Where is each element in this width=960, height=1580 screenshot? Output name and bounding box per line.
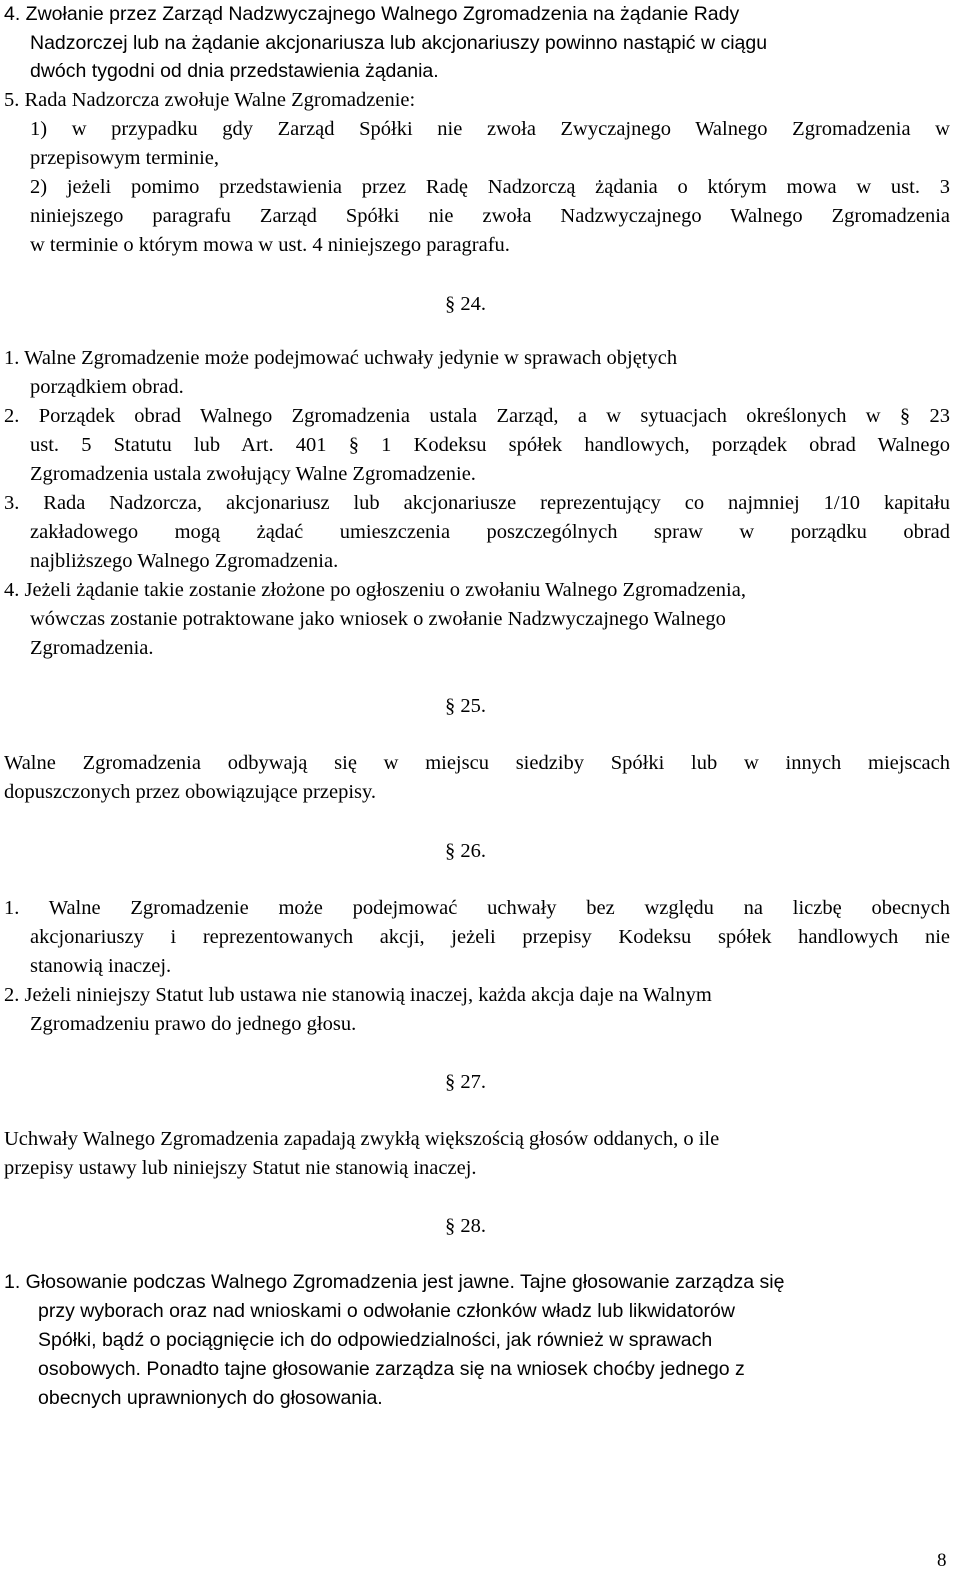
text-line: 1) w przypadku gdy Zarząd Spółki nie zwoła Zwyczajnego Walnego Zgromadzenia w — [30, 118, 950, 140]
text-line: ust. 5 Statutu lub Art. 401 § 1 Kodeksu spółek handlowych, porządek obrad Walnego — [30, 434, 950, 456]
text-line: 1. Głosowanie podczas Walnego Zgromadzenia jest jawne. Tajne głosowanie zarządza się — [4, 1271, 785, 1293]
text-line: przy wyborach oraz nad wnioskami o odwołanie członków władz lub likwidatorów — [38, 1300, 735, 1322]
text-line: 1. Walne Zgromadzenie może podejmować uchwały jedynie w sprawach objętych — [4, 347, 678, 369]
text-line: najbliższego Walnego Zgromadzenia. — [30, 550, 339, 572]
text-line: przepisowym terminie, — [30, 147, 220, 169]
text-line: Spółki, bądź o pociągnięcie ich do odpowiedzialności, jak również w sprawach — [38, 1329, 713, 1351]
section-heading: § 28. — [445, 1215, 486, 1237]
text-line: Uchwały Walnego Zgromadzenia zapadają zwykłą większością głosów oddanych, o ile — [4, 1128, 720, 1150]
text-line: wówczas zostanie potraktowane jako wniosek o zwołanie Nadzwyczajnego Walnego — [30, 608, 726, 630]
text-line: w terminie o którym mowa w ust. 4 niniejszego paragrafu. — [30, 234, 510, 256]
text-line: Nadzorczej lub na żądanie akcjonariusza lub akcjonariuszy powinno nastąpić w ciągu — [30, 32, 768, 54]
text-line: 4. Zwołanie przez Zarząd Nadzwyczajnego Walnego Zgromadzenia na żądanie Rady — [4, 3, 740, 25]
text-line: niniejszego paragrafu Zarząd Spółki nie zwoła Nadzwyczajnego Walnego Zgromadzenia — [30, 205, 950, 227]
text-line: 2. Porządek obrad Walnego Zgromadzenia ustala Zarząd, a w sytuacjach określonych w § 23 — [4, 405, 950, 427]
text-line: Zgromadzenia ustala zwołujący Walne Zgromadzenie. — [30, 463, 476, 485]
text-line: porządkiem obrad. — [30, 376, 184, 398]
text-line: Zgromadzeniu prawo do jednego głosu. — [30, 1013, 357, 1035]
text-line: 5. Rada Nadzorcza zwołuje Walne Zgromadzenie: — [4, 89, 416, 111]
text-line: Zgromadzenia. — [30, 637, 154, 659]
section-heading: § 26. — [445, 840, 486, 862]
text-line: dwóch tygodni od dnia przedstawienia żądania. — [30, 60, 439, 82]
text-line: 3. Rada Nadzorcza, akcjonariusz lub akcjonariusze reprezentujący co najmniej 1/10 kapitału — [4, 492, 950, 514]
section-heading: § 27. — [445, 1071, 486, 1093]
text-line: Walne Zgromadzenia odbywają się w miejscu siedziby Spółki lub w innych miejscach — [4, 752, 950, 774]
text-line: stanowią inaczej. — [30, 955, 172, 977]
page-number: 8 — [937, 1550, 947, 1571]
text-line: 1. Walne Zgromadzenie może podejmować uchwały bez względu na liczbę obecnych — [4, 897, 950, 919]
text-line: obecnych uprawnionych do głosowania. — [38, 1387, 383, 1409]
text-line: 2) jeżeli pomimo przedstawienia przez Radę Nadzorczą żądania o którym mowa w ust. 3 — [30, 176, 950, 198]
section-heading: § 24. — [445, 293, 486, 315]
text-line: akcjonariuszy i reprezentowanych akcji, jeżeli przepisy Kodeksu spółek handlowych nie — [30, 926, 950, 948]
text-line: przepisy ustawy lub niniejszy Statut nie stanowią inaczej. — [4, 1157, 477, 1179]
text-line: zakładowego mogą żądać umieszczenia poszczególnych spraw w porządku obrad — [30, 521, 950, 543]
text-line: dopuszczonych przez obowiązujące przepisy. — [4, 781, 377, 803]
text-line: 4. Jeżeli żądanie takie zostanie złożone po ogłoszeniu o zwołaniu Walnego Zgromadzenia, — [4, 579, 746, 601]
text-line: osobowych. Ponadto tajne głosowanie zarządza się na wniosek choćby jednego z — [38, 1358, 745, 1380]
section-heading: § 25. — [445, 695, 486, 717]
text-line: 2. Jeżeli niniejszy Statut lub ustawa nie stanowią inaczej, każda akcja daje na Walnym — [4, 984, 712, 1006]
